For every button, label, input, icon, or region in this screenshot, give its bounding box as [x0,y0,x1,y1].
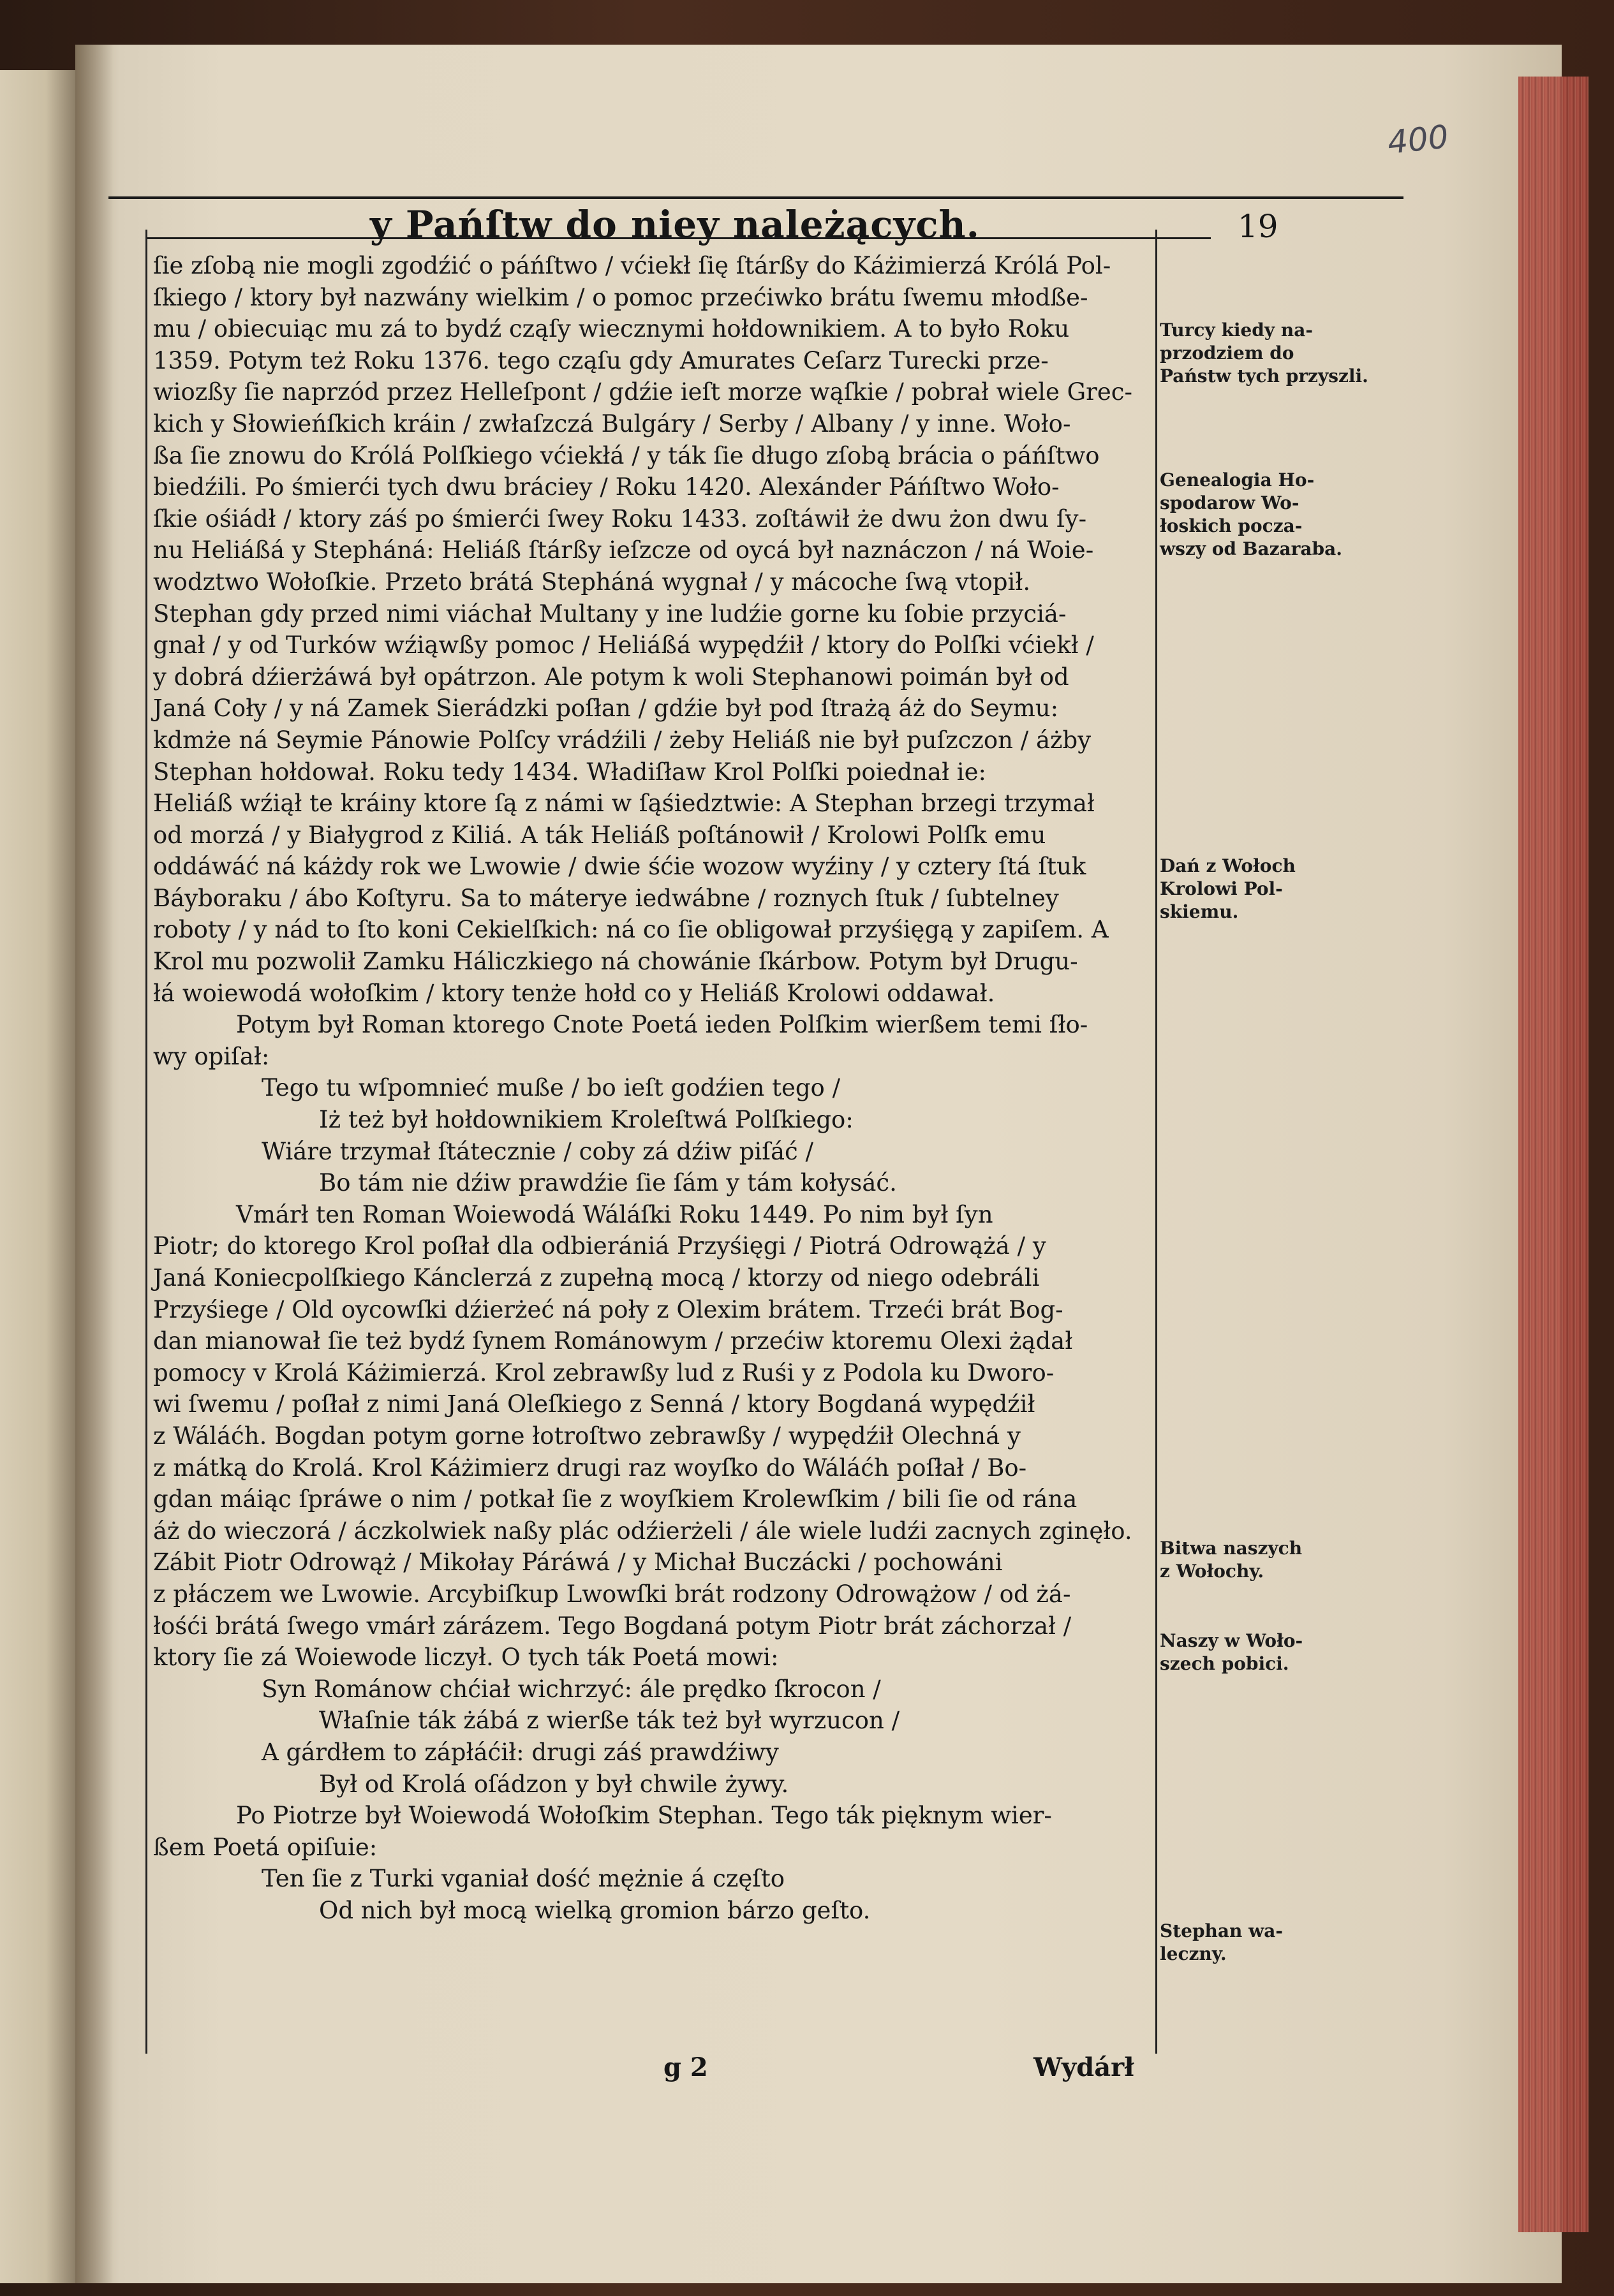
page-number: 19 [1238,208,1278,245]
text-line: Heliáß wźiął te kráiny ktore ſą z námi w ſąśiedztwie: A Stephan brzegi trzymał [153,790,1095,818]
text-line: Potym był Roman ktorego Cnote Poetá ieden Polſkim wierßem temi ſło- [236,1011,1088,1039]
text-line: z mátką do Krolá. Krol Káżimierz drugi raz woyſko do Wáláćh poſłał / Bo- [153,1453,1027,1482]
text-line: 1359. Potym też Roku 1376. tego cząſu gdy Amurates Ceſarz Turecki prze- [153,346,1049,374]
text-line: nu Heliáßá y Stepháná: Heliáß ſtárßy ieſzcze od oycá był naznáczon / ná Woie- [153,536,1094,564]
verse-line: Od nich był mocą wielką gromion bárzo geſto. [319,1896,871,1924]
text-line: Przyśiege / Old oycowſki dźierżeć ná poły z Olexim brátem. Trzeći brát Bog- [153,1295,1063,1323]
text-line: Piotr; do ktorego Krol poſłał dla odbierániá Przyśięgi / Piotrá Odrowążá / y [153,1232,1046,1260]
marginal-note: Stephan wa- leczny. [1160,1920,1284,1964]
top-rule [108,196,1403,199]
text-line: kdmże ná Seymie Pánowie Polſcy vrádźili / żeby Heliáß nie był puſzczon / áżby [153,726,1092,754]
verse-line: Wiáre trzymał ſtátecznie / coby zá dźiw piſáć / [262,1137,813,1165]
text-line: ſkiego / ktory był nazwány wielkim / o pomoc przećiwko brátu ſwemu młodße- [153,283,1088,311]
text-line: Janá Coły / y ná Zamek Sierádzki poſłan / gdźie był pod ſtrażą áż do Seymu: [153,695,1059,723]
text-line: gnał / y od Turków wźiąwßy pomoc / Heliáßá wypędźił / ktory do Polſki vćiekł / [153,631,1094,659]
text-line: Stephan hołdował. Roku tedy 1434. Władiſław Krol Polſki poiednał ie: [153,758,986,786]
text-line: gdan máiąc ſpráwe o nim / potkał ſie z woyſkiem Krolewſkim / bili ſie od rána [153,1485,1077,1513]
text-line: ktory ſie zá Woiewode liczył. O tych ták Poetá mowi: [153,1644,779,1672]
text-line: łá woiewodá wołoſkim / ktory tenże hołd co y Heliáß Krolowi oddawał. [153,979,995,1007]
marginal-note: Bitwa naszych z Wołochy. [1160,1538,1303,1582]
text-line: Janá Koniecpolſkiego Kánclerzá z zupełną mocą / ktorzy od niego odebráli [153,1264,1040,1292]
verse-line: Ten ſie z Turki vganiał dość mężnie á częſto [262,1865,785,1893]
text-line: kich y Słowieńſkich kráin / zwłaſzczá Bulgáry / Serby / Albany / y inne. Woło- [153,409,1071,438]
text-line: wy opiſał: [153,1042,270,1070]
text-line: wiozßy ſie naprzód przez Helleſpont / gdźie ieſt morze wąſkie / pobrał wiele Grec- [153,378,1132,406]
page-edges-red [1518,77,1588,2232]
verse-line: Właſnie ták żábá z wierße ták też był wyrzucon / [319,1707,900,1735]
text-line: Zábit Piotr Odrowąż / Mikołay Páráwá / y Michał Buczácki / pochowáni [153,1549,1003,1577]
text-line: mu / obiecuiąc mu zá to bydź cząſy wiecznymi hołdownikiem. A to było Roku [153,315,1070,343]
verse-line: Iż też był hołdownikiem Kroleſtwá Polſkiego: [319,1106,854,1134]
text-line: roboty / y nád to ſto koni Cekielſkich: ná co ſie obligował przyśięgą y zapiſem. A [153,916,1109,944]
marginal-note: Dań z Wołoch Krolowi Pol- skiemu. [1160,855,1296,922]
text-line: z płáczem we Lwowie. Arcybiſkup Lwowſki brát rodzony Odrowążow / od żá- [153,1580,1071,1608]
gutter-shadow [75,45,114,2283]
text-line: ſie zſobą nie mogli zgodźić o páńſtwo / vćiekł ſię ſtárßy do Káżimierzá Królá Pol- [153,252,1111,279]
marginal-note: Turcy kiedy na- przodziem do Państw tych przyszli. [1160,320,1368,386]
verse-line: Był od Krolá oſádzon y był chwile żywy. [319,1770,789,1798]
facing-page-edge [0,70,77,2283]
text-line: Stephan gdy przed nimi viáchał Multany y ine ludźie gorne ku ſobie przyciá- [153,600,1067,628]
text-line: wi ſwemu / poſłał z nimi Janá Oleſkiego z Senná / ktory Bogdaná wypędźił [153,1390,1035,1418]
verse-line: A gárdłem to zápłáćił: drugi záś prawdźiwy [262,1738,779,1766]
text-line: ſkie ośiádł / ktory záś po śmierći ſwey Roku 1433. zoſtáwił że dwu żon dwu ſy- [153,504,1087,533]
text-line: y dobrá dźierżáwá był opátrzon. Ale potym k woli Stephanowi poimán był od [153,663,1069,691]
handwritten-page-note: 400 [1386,118,1451,161]
text-line: biedźili. Po śmierći tych dwu bráciey / Roku 1420. Alexánder Páńſtwo Woło- [153,473,1060,501]
verse-line: Syn Románow chćiał wichrzyć: ále prędko ſkrocon / [262,1675,881,1703]
text-line: pomocy v Krolá Káżimierzá. Krol zebrawßy lud z Ruśi y z Podola ku Dworo- [153,1358,1055,1387]
marginal-note: Naszy w Woło- szech pobici. [1160,1630,1303,1674]
text-line: áż do wieczorá / áczkolwiek naßy plác odźierżeli / ále wiele ludźi zacnych zginęło. [153,1517,1132,1545]
verse-line: Bo tám nie dźiw prawdźie ſie ſám y tám kołysáć. [319,1169,897,1197]
signature-mark: g 2 [663,2052,708,2082]
marginal-note: Genealogia Ho- spodarow Wo- łoskich pocza- wszy od Bazaraba. [1160,469,1343,559]
text-line: ßem Poetá opiſuie: [153,1833,378,1861]
text-line: od morzá / y Białygrod z Kiliá. A ták Heliáß poſtánowił / Krolowi Polſk emu [153,821,1046,849]
text-line: wodztwo Wołoſkie. Przeto brátá Stepháná wygnał / y mácoche ſwą vtopił. [153,568,1031,596]
verse-line: Tego tu wſpomnieć muße / bo ieſt godźien tego / [262,1074,841,1102]
text-line: z Wáláćh. Bogdan potym gorne łotroſtwo zebrawßy / wypędźił Olechná y [153,1422,1021,1450]
text-line: Vmárł ten Roman Woiewodá Wáláſki Roku 1449. Po nim był ſyn [236,1200,993,1228]
text-line: dan mianował ſie też bydź ſynem Románowym / przećiw ktoremu Olexi żądał [153,1327,1073,1355]
text-line: łośći brátá ſwego vmárł zárázem. Tego Bogdaná potym Piotr brát záchorzał / [153,1612,1072,1640]
text-line: Po Piotrze był Woiewodá Wołoſkim Stephan. Tego ták pięknym wier- [236,1802,1052,1830]
text-line: oddáwáć ná káżdy rok we Lwowie / dwie śćie wozow wyźiny / y cztery ſtá ſtuk [153,853,1086,881]
body-text [153,250,1148,1926]
text-line: ßa ſie znowu do Królá Polſkiego vćiekłá / y ták ſie długo zſobą brácia o páńſtwo [153,441,1100,469]
text-line: Krol mu pozwolił Zamku Háliczkiego ná chowánie ſkárbow. Potym był Drugu- [153,948,1078,976]
running-head: y Pańſtw do niey należących. [370,203,980,246]
catchword: Wydárł [1033,2052,1134,2082]
text-line: Báyboraku / ábo Koſtyru. Sa to máterye iedwábne / roznych ſtuk / ſubtelney [153,884,1059,912]
